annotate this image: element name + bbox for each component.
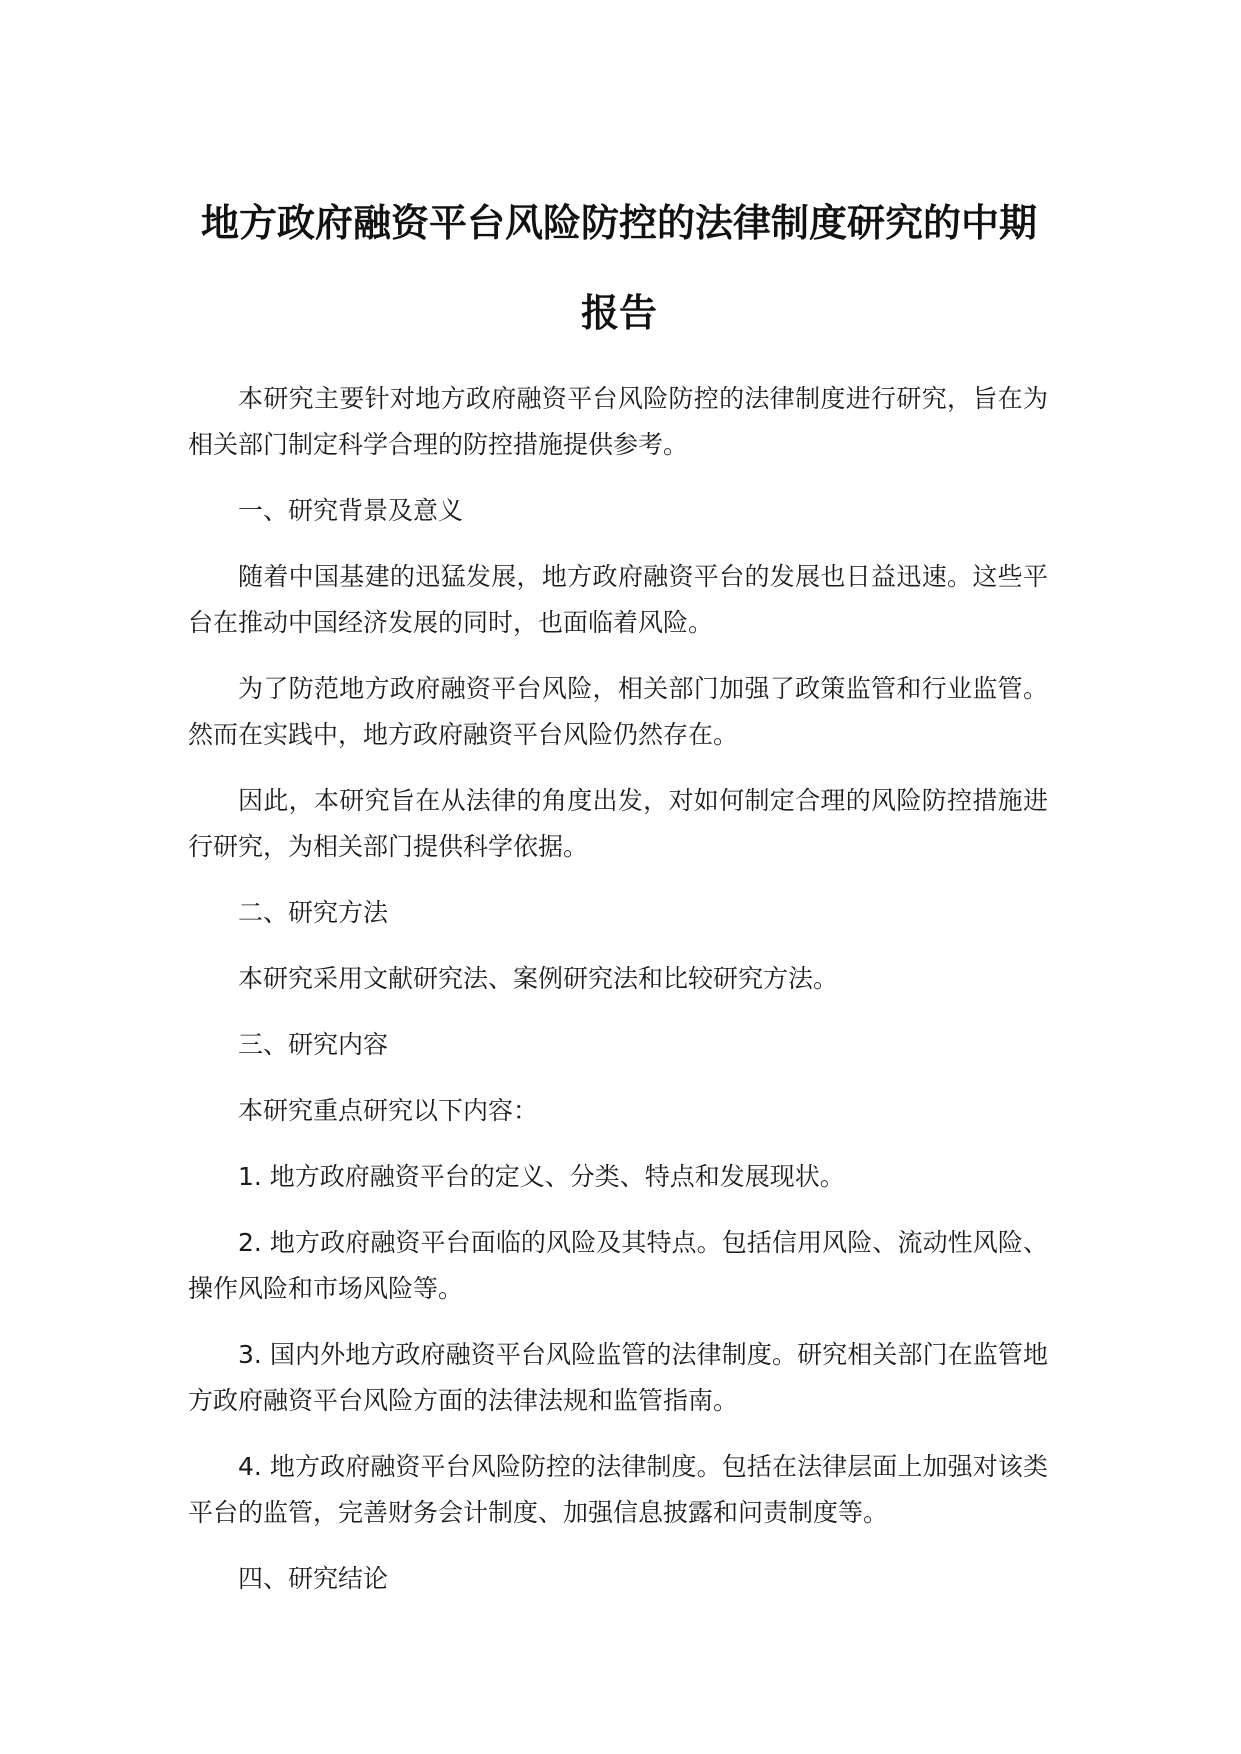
methods-paragraph: 本研究采用文献研究法、案例研究法和比较研究方法。 — [238, 964, 839, 993]
background-paragraph-1: 随着中国基建的迅猛发展，地方政府融资平台的发展也日益迅速。这些平台在推动中国经济发展的同时，也面临着风险。 — [188, 562, 1048, 637]
content-list-item: 2. 地方政府融资平台面临的风险及其特点。包括信用风险、流动性风险、操作风险和市场风险等。 — [188, 1228, 1048, 1303]
document-body — [188, 376, 1048, 1622]
section-heading-content: 三、研究内容 — [238, 1030, 389, 1059]
background-paragraph-2: 为了防范地方政府融资平台风险，相关部门加强了政策监管和行业监管。然而在实践中，地方政府融资平台风险仍然存在。 — [188, 674, 1048, 749]
section-heading-background: 一、研究背景及意义 — [238, 496, 464, 525]
content-list-item: 4. 地方政府融资平台风险防控的法律制度。包括在法律层面上加强对该类平台的监管，完善财务会计制度、加强信息披露和问责制度等。 — [188, 1452, 1048, 1527]
section-heading-conclusion: 四、研究结论 — [238, 1564, 389, 1593]
content-list-item: 3. 国内外地方政府融资平台风险监管的法律制度。研究相关部门在监管地方政府融资平台风险方面的法律法规和监管指南。 — [188, 1340, 1048, 1415]
intro-paragraph: 本研究主要针对地方政府融资平台风险防控的法律制度进行研究，旨在为相关部门制定科学合理的防控措施提供参考。 — [188, 384, 1048, 459]
background-paragraph-3: 因此，本研究旨在从法律的角度出发，对如何制定合理的风险防控措施进行研究，为相关部门提供科学依据。 — [188, 786, 1048, 861]
section-heading-methods: 二、研究方法 — [238, 898, 389, 927]
document-title: 地方政府融资平台风险防控的法律制度研究的中期报告 — [200, 201, 1037, 335]
content-list-item: 1. 地方政府融资平台的定义、分类、特点和发展现状。 — [238, 1162, 845, 1191]
content-intro-paragraph: 本研究重点研究以下内容： — [238, 1096, 539, 1125]
